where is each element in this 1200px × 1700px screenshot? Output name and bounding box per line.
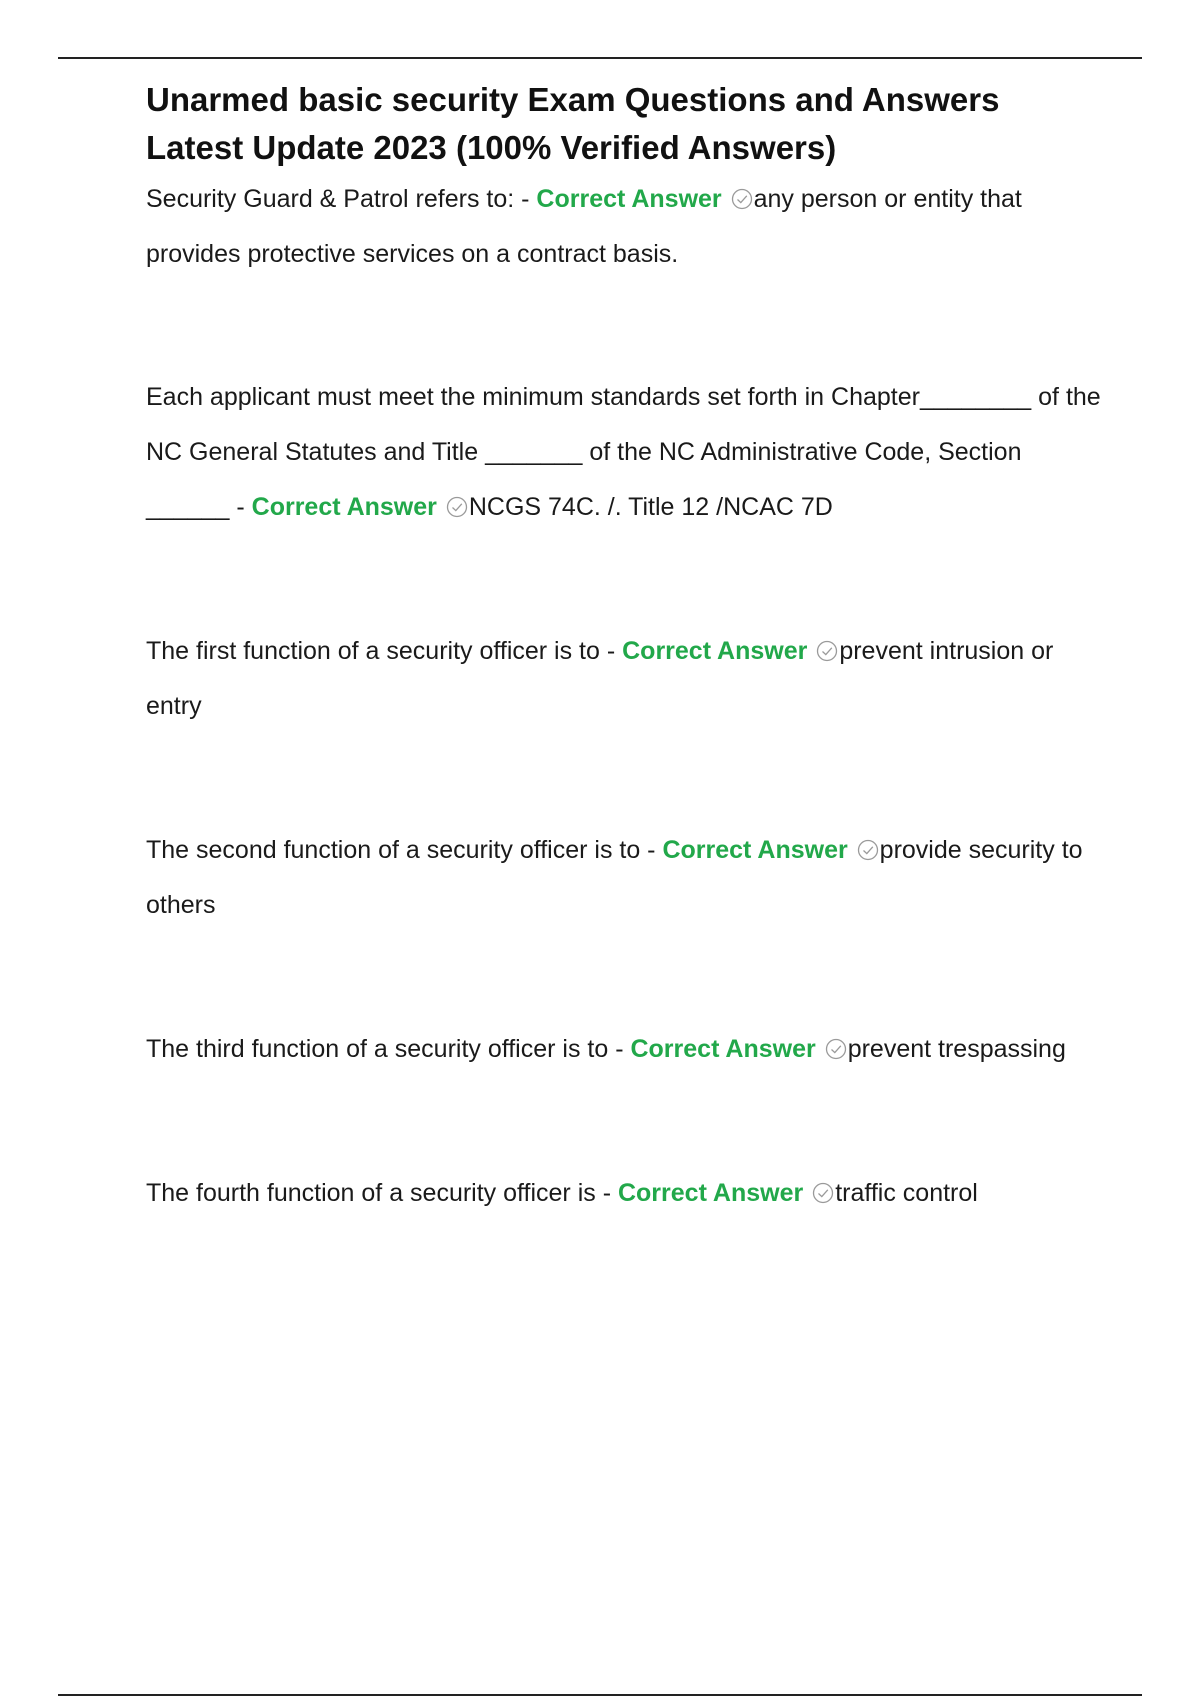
title-line-1: Unarmed basic security Exam Questions and Answers (146, 81, 1000, 118)
document-title (146, 76, 1106, 172)
question-text: Security Guard & Patrol refers to: - (146, 185, 537, 213)
check-circle-icon (857, 839, 879, 861)
qa-item-2 (146, 370, 1106, 535)
correct-answer-label: Correct Answer (622, 637, 808, 665)
answer-text: traffic control (835, 1179, 978, 1207)
correct-answer-label: Correct Answer (251, 493, 437, 521)
check-circle-icon (825, 1038, 847, 1060)
answer-text: NCGS 74C. /. Title 12 /NCAC 7D (468, 493, 833, 521)
answer-text: prevent trespassing (847, 1035, 1066, 1063)
header-rule (58, 57, 1142, 59)
answer-text: prevent intrusion or entry (146, 637, 1054, 720)
question-text: Each applicant must meet the minimum standards set forth in Chapter________ of the NC General Statutes and Title _______ of the NC Administrative Code, Section ______ - (146, 383, 1101, 521)
title-line-2: Latest Update 2023 (100% Verified Answers) (146, 129, 837, 166)
answer-text: any person or entity that provides protective services on a contract basis. (146, 185, 1022, 268)
question-text: The first function of a security officer is to - (146, 637, 623, 665)
answer-text: provide security to others (146, 836, 1083, 919)
check-circle-icon (816, 640, 838, 662)
qa-item-1 (146, 172, 1106, 282)
footer-rule (58, 1694, 1142, 1696)
check-circle-icon (446, 496, 468, 518)
question-text: The third function of a security officer is to - (146, 1035, 631, 1063)
correct-answer-label: Correct Answer (662, 836, 848, 864)
correct-answer-label: Correct Answer (630, 1035, 816, 1063)
correct-answer-label: Correct Answer (617, 1179, 804, 1207)
check-circle-icon (812, 1182, 834, 1204)
correct-answer-label: Correct Answer (536, 185, 722, 213)
question-text: The fourth function of a security officer is - (146, 1179, 618, 1207)
check-circle-icon (731, 188, 753, 210)
document-page (146, 76, 1106, 1221)
qa-item-6 (146, 1166, 1106, 1221)
question-text: The second function of a security officer is to - (146, 836, 663, 864)
qa-item-4 (146, 823, 1106, 933)
qa-item-3 (146, 624, 1106, 734)
qa-item-5 (146, 1022, 1106, 1077)
